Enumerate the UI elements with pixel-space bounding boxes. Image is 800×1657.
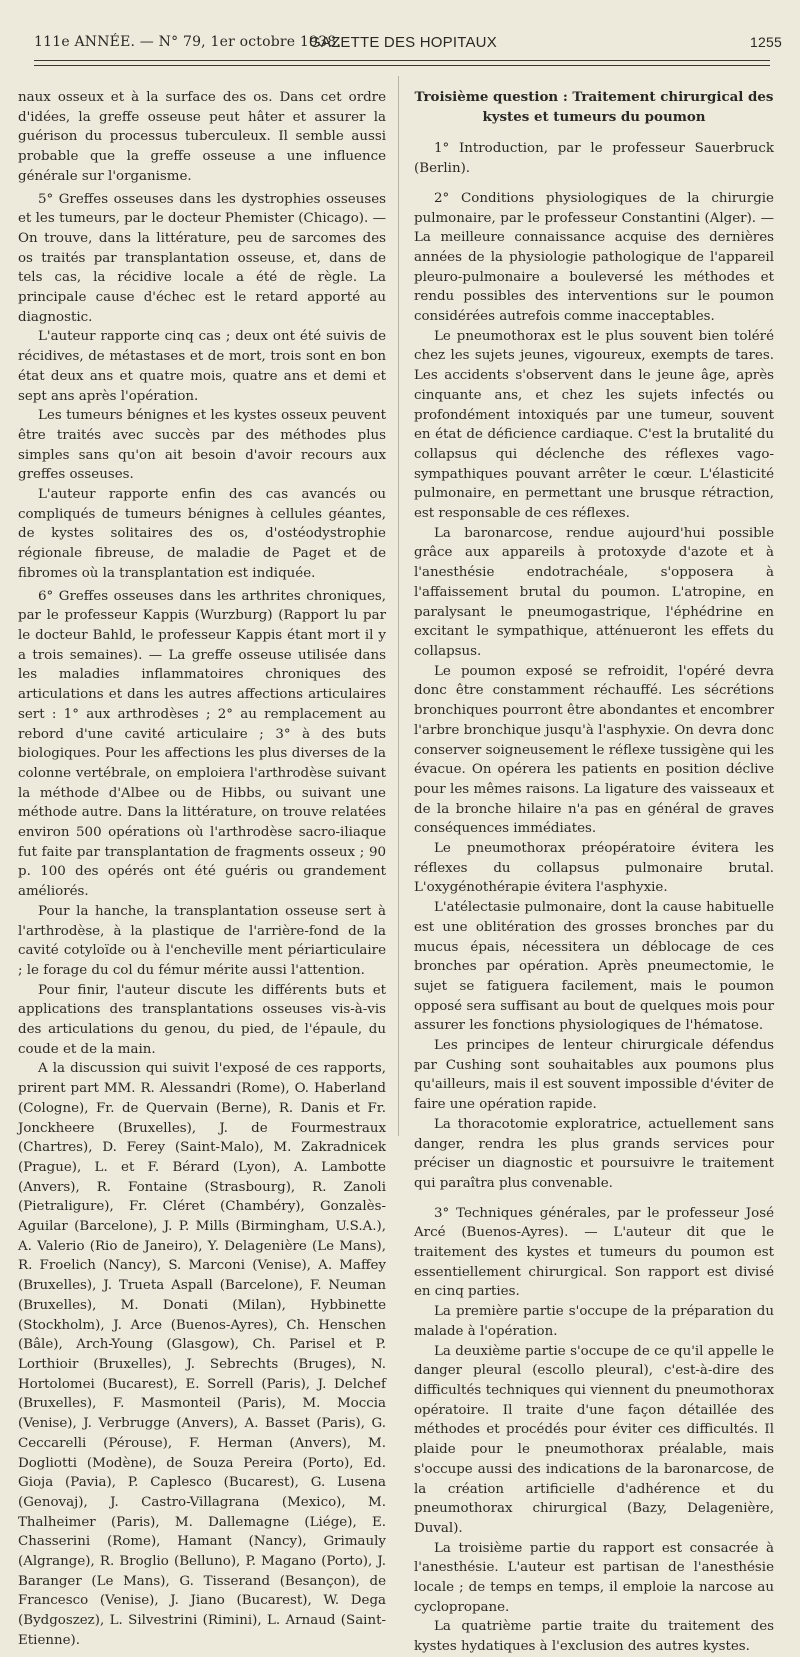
section-5-paragraph: 5° Greffes osseuses dans les dystrophies osseuses et les tumeurs, par le docteur Phemister (Chicago). — On trouve, dans la littérature, peu de sarcomes des os traités par transplantation osseuse, et, dans de tels cas, la récidive locale a été de règle. La principale cause d'échec est le retard apporté au diagnostic. <box>18 191 386 325</box>
journal-title: GAZETTE DES HOPITAUX <box>309 34 497 51</box>
paragraph: naux osseux et à la surface des os. Dans cet ordre d'idées, la greffe osseuse peut hâter et assurer la guérison du processus tuberculeux. Il semble aussi probable que la greffe osseuse a une influence générale sur l'organisme. <box>18 90 386 184</box>
section-6-paragraph: 6° Greffes osseuses dans les arthrites chroniques, par le professeur Kappis (Wurzburg) (Rapport lu par le docteur Bahld, le professeur Kappis étant mort il y a trois semaines). — La greffe osseuse utilisée dans les maladies inflammatoires chroniques des articulations et dans les autres affections articulaires sert : 1° aux arthrodèses ; 2° au remplacement au rebord d'une cavité articulaire ; 3° à des buts biologiques. Pour les affections les plus diverses de la colonne vertébrale, on emploiera l'arthrodèse suivant la méthode d'Albee ou de Hibbs, ou suivant une méthode autre. Dans la littérature, on trouve relatées environ 500 opérations où l'arthrodèse sacro-iliaque fut faite par transplantation de fragments osseux ; 90 p. 100 des opérés ont été guéris ou grandement améliorés. <box>18 588 386 900</box>
paragraph: La thoracotomie exploratrice, actuellement sans danger, rendra les plus grands services pour préciser un diagnostic et poursuivre le traitement qui paraîtra plus convenable. <box>414 1116 774 1191</box>
header-rule-top <box>34 60 770 61</box>
paragraph: Le poumon exposé se refroidit, l'opéré devra donc être constamment réchauffé. Les sécrétions bronchiques pourront être abondantes et encombrer l'arbre bronchique jusqu'à l'asphyxie. On devra donc conserver soigneusement le réflexe tussigène qui les évacue. On opérera les patients en position déclive pour les mêmes raisons. La ligature des vaisseaux et de la bronche hilaire n'a pas en général de graves conséquences immédiates. <box>414 663 774 837</box>
discussion-paragraph: A la discussion qui suivit l'exposé de ces rapports, prirent part MM. R. Alessandri (Rome), O. Haberland (Cologne), Fr. de Quervain (Berne), R. Danis et Fr. Jonckheere (Bruxelles), J. de Fourmestraux (Chartres), D. Ferey (Saint-Malo), M. Zakradnicek (Prague), L. et F. Bérard (Lyon), A. Lambotte (Anvers), R. Fontaine (Strasbourg), R. Zanoli (Pietraligure), Fr. Cléret (Chambéry), Gonzalès-Aguilar (Barcelone), J. P. Mills (Birmingham, U.S.A.), A. Valerio (Rio de Janeiro), Y. Delagenière (Le Mans), R. Froelich (Nancy), S. Marconi (Venise), A. Maffey (Bruxelles), J. Trueta Aspall (Barcelone), F. Neuman (Bruxelles), M. Donati (Milan), Hybbinette (Stockholm), J. Arce (Buenos-Ayres), Ch. Henschen (Bâle), Arch-Young (Glasgow), Ch. Parisel et P. Lorthioir (Bruxelles), J. Sebrechts (Bruges), N. Hortolomei (Bucarest), E. Sorrell (Paris), J. Delchef (Bruxelles), F. Masmonteil (Paris), M. Moccia (Venise), J. Verbrugge (Anvers), A. Basset (Paris), G. Ceccarelli (Pérouse), F. Herman (Anvers), M. Dogliotti (Modène), de Souza Pereira (Porto), Ed. Gioja (Pavia), P. Caplesco (Bucarest), G. Lusena (Genovaj), J. Castro-Villagrana (Mexico), M. Thalheimer (Paris), M. Dallemagne (Liége), E. Chasserini (Rome), Hamant (Nancy), Grimauly (Algrange), R. Broglio (Belluno), P. Magano (Porto), J. Baranger (Le Mans), G. Tisserand (Besançon), de Francesco (Venise), J. Jiano (Bucarest), W. Dega (Bydgoszez), L. Silvestrini (Rimini), L. Arnaud (Saint-Etienne). <box>18 1061 386 1648</box>
paragraph: L'atélectasie pulmonaire, dont la cause habituelle est une oblitération des grosses bronches par du mucus épais, nécessitera un déblocage de ces bronches par opération. Après pneumectomie, le sujet se fatiguera facilement, mais le poumon opposé sera suffisant au bout de quelques mois pour assurer les fonctions physiologiques de l'hématose. <box>414 900 774 1034</box>
header-rule-bottom <box>34 65 770 66</box>
paragraph: Le pneumothorax préopératoire évitera les réflexes du collapsus pulmonaire brutal. L'oxygénothérapie évitera l'asphyxie. <box>414 841 774 896</box>
paragraph: L'auteur rapporte cinq cas ; deux ont été suivis de récidives, de métastases et de mort, trois sont en bon état deux ans et quatre mois, quatre ans et demi et sept ans après l'opération. <box>18 329 386 404</box>
paragraph: Pour finir, l'auteur discute les différents buts et applications des transplantations osseuses vis-à-vis des articulations du genou, du pied, de l'épaule, du coude et de la main. <box>18 982 386 1057</box>
paragraph: La baronarcose, rendue aujourd'hui possible grâce aux appareils à protoxyde d'azote et à l'anesthésie endotrachéale, s'opposera à l'affaissement brutal du poumon. L'atropine, en paralysant le pneumogastrique, l'éphédrine en excitant le sympathique, atténueront les effets du collapsus. <box>414 525 774 659</box>
paragraph: La quatrième partie traite du traitement des kystes hydatiques à l'exclusion des autres kystes. <box>414 1619 774 1655</box>
left-column <box>18 88 386 1651</box>
paragraph: Les tumeurs bénignes et les kystes osseux peuvent être traités avec succès par des méthodes plus simples sans qu'on ait besoin d'avoir recours aux greffes osseuses. <box>18 408 386 483</box>
section-title: Troisième question : Traitement chirurgical des kystes et tumeurs du poumon <box>414 89 774 125</box>
introduction-paragraph: 1° Introduction, par le professeur Sauerbruck (Berlin). <box>414 141 774 177</box>
section-3-paragraph: 3° Techniques générales, par le professeur José Arcé (Buenos-Ayres). — L'auteur dit que le traitement des kystes et tumeurs du poumon est essentiellement chirurgical. Son rapport est divisé en cinq parties. <box>414 1205 774 1300</box>
section-2-paragraph: 2° Conditions physiologiques de la chirurgie pulmonaire, par le professeur Constantini (Alger). — La meilleure connaissance acquise des dernières années de la physiologie pathologique de l'appareil pleuro-pulmonaire a bouleversé les méthodes et rendu possibles des interventions sur le poumon considérées autrefois comme inacceptables. <box>414 190 774 325</box>
paragraph: La deuxième partie s'occupe de ce qu'il appelle le danger pleural (escollo pleural), c'est-à-dire des difficultés techniques qui viennent du pneumothorax opératoire. Il traite d'une façon détaillée des méthodes et procédés pour éviter ces difficultés. Il plaide pour le pneumothorax préalable, mais s'occupe aussi des indications de la baronarcose, de la création artificielle d'adhérence et du pneumothorax chirurgical (Bazy, Delagenière, Duval). <box>414 1343 774 1536</box>
paragraph: Pour la hanche, la transplantation osseuse sert à l'arthrodèse, à la plastique de l'arrière-fond de la cavité cotyloïde ou à l'encheville ment périarticulaire ; le forage du col du fémur mérite aussi l'attention. <box>18 903 386 978</box>
right-column <box>414 88 774 1657</box>
paragraph: L'auteur rapporte enfin des cas avancés ou compliqués de tumeurs bénignes à cellules géantes, de kystes solitaires des os, d'ostéodystrophie régionale fibreuse, de maladie de Paget et de fibromes où la transplantation est indiquée. <box>18 487 386 581</box>
paragraph: Les principes de lenteur chirurgicale défendus par Cushing sont souhaitables aux poumons plus qu'ailleurs, mais il est souvent impossible d'éviter de faire une opération rapide. <box>414 1038 774 1113</box>
page-number: 1255 <box>750 34 782 50</box>
issue-line: 111e ANNÉE. — N° 79, 1er octobre 1938. <box>34 34 342 50</box>
paragraph: La première partie s'occupe de la préparation du malade à l'opération. <box>414 1304 774 1339</box>
paragraph: La troisième partie du rapport est consacrée à l'anesthésie. L'auteur est partisan de l'anesthésie locale ; de temps en temps, il emploie la narcose au cyclopropane. <box>414 1540 774 1615</box>
page-header <box>34 34 782 58</box>
paragraph: Le pneumothorax est le plus souvent bien toléré chez les sujets jeunes, vigoureux, exempts de tares. Les accidents s'observent dans le jeune âge, après cinquante ans, et chez les sujets infectés ou profondément intoxiqués par une tumeur, souvent en état de déficience cardiaque. C'est la brutalité du collapsus qui déclenche des réflexes vago-sympathiques pouvant arrêter le cœur. L'élasticité pulmonaire, en permettant une brusque rétraction, est responsable de ces réflexes. <box>414 328 774 522</box>
column-divider <box>398 76 399 1136</box>
